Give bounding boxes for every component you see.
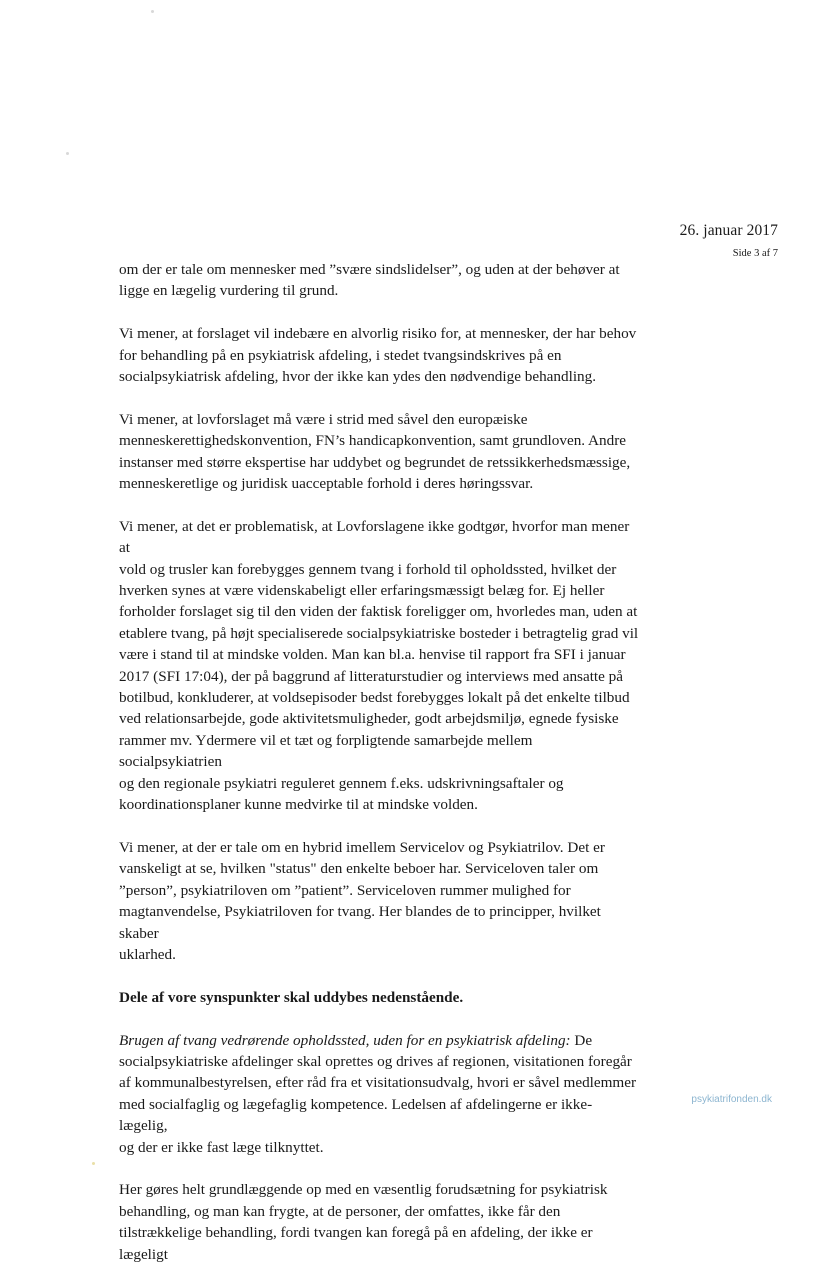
text-line: og den regionale psykiatri reguleret gennem f.eks. udskrivningsaftaler og bbox=[119, 774, 564, 792]
text-line: vanskeligt at se, hvilken "status" den enkelte beboer har. Serviceloven taler om bbox=[119, 860, 599, 878]
italic-lead: Brugen af tvang vedrørende opholdssted, uden for en psykiatrisk afdeling: bbox=[119, 1031, 571, 1049]
text-line: botilbud, konkluderer, at voldsepisoder bedst forebygges lokalt på det enkelte tilbud bbox=[119, 689, 630, 707]
paragraph-conventions bbox=[119, 409, 639, 495]
paragraph-continuation bbox=[119, 259, 639, 302]
text-line: Her gøres helt grundlæggende op med en væsentlig forudsætning for psykiatrisk bbox=[119, 1181, 608, 1199]
text-line: uklarhed. bbox=[119, 945, 176, 963]
text-line: tilstrækkelige behandling, fordi tvangen kan foregå på en afdeling, der ikke er lægeligt bbox=[119, 1224, 593, 1263]
text-line: behandling, og man kan frygte, at de personer, der omfattes, ikke får den bbox=[119, 1202, 561, 1220]
paragraph-treatment bbox=[119, 1179, 639, 1265]
text-line: forholder forslaget sig til den viden der faktisk foreligger om, hvorledes man, uden at bbox=[119, 603, 638, 621]
text-line: rammer mv. Ydermere vil et tæt og forpligtende samarbejde mellem socialpsykiatrien bbox=[119, 731, 533, 771]
footer-website: psykiatrifonden.dk bbox=[691, 1094, 772, 1105]
text-line: instanser med større ekspertise har uddybet og begrundet de retssikkerhedsmæssige, bbox=[119, 453, 631, 471]
text-line: om der er tale om mennesker med ”svære sindslidelser”, og uden at der behøver at bbox=[119, 261, 620, 278]
text-line: for behandling på en psykiatrisk afdeling, i stedet tvangsindskrives på en bbox=[119, 346, 562, 364]
text-line: være i stand til at mindske volden. Man kan bl.a. henvise til rapport fra SFI i januar bbox=[119, 646, 626, 664]
text-line: koordinationsplaner kunne medvirke til at mindske volden. bbox=[119, 796, 478, 814]
text-line: vold og trusler kan forebygges gennem tvang i forhold til opholdssted, hvilket der bbox=[119, 560, 617, 578]
text-line: etablere tvang, på højt specialiserede socialpsykiatriske bosteder i betragtelig grad vil bbox=[119, 624, 639, 642]
paragraph-risk bbox=[119, 323, 639, 387]
text-line: menneskerettighedskonvention, FN’s handicapkonvention, samt grundloven. Andre bbox=[119, 432, 627, 450]
paragraph-hybrid bbox=[119, 837, 639, 965]
paragraph-coercion bbox=[119, 1030, 639, 1158]
page-number: Side 3 af 7 bbox=[732, 248, 778, 259]
text-line: menneskeretlige og juridisk uacceptable forhold i deres høringssvar. bbox=[119, 475, 534, 493]
text-line: ligge en lægelig vurdering til grund. bbox=[119, 282, 339, 300]
text-line: socialpsykiatrisk afdeling, hvor der ikke kan ydes den nødvendige behandling. bbox=[119, 368, 597, 386]
letter-date: 26. januar 2017 bbox=[679, 222, 778, 239]
text-line: Vi mener, at der er tale om en hybrid imellem Servicelov og Psykiatrilov. Det er bbox=[119, 838, 605, 856]
text-line: magtanvendelse, Psykiatriloven for tvang. Her blandes de to principper, hvilket skaber bbox=[119, 903, 601, 942]
section-heading: Dele af vore synspunkter skal uddybes nedenstående. bbox=[119, 988, 464, 1006]
text-line: 2017 (SFI 17:04), der på baggrund af litteraturstudier og interviews med ansatte på bbox=[119, 667, 624, 685]
text-line: ved relationsarbejde, gode aktivitetsmuligheder, godt arbejdsmiljø, egnede fysiske bbox=[119, 710, 619, 728]
text-line: med socialfaglig og lægefaglig kompetence. Ledelsen af afdelingerne er ikke-lægelig, bbox=[119, 1095, 593, 1135]
text-line: Vi mener, at det er problematisk, at Lovforslagene ikke godtgør, hvorfor man mener at bbox=[119, 517, 630, 557]
text-line: og der er ikke fast læge tilknyttet. bbox=[119, 1138, 324, 1156]
scan-speck bbox=[151, 10, 154, 13]
text-line: hverken synes at være videnskabeligt eller erfaringsmæssigt belæg for. Ej heller bbox=[119, 582, 605, 600]
text-line: Vi mener, at forslaget vil indebære en alvorlig risiko for, at mennesker, der har behov bbox=[119, 325, 637, 343]
text-span: De bbox=[570, 1031, 593, 1049]
text-line: ”person”, psykiatriloven om ”patient”. Serviceloven rummer mulighed for bbox=[119, 881, 571, 899]
scan-speck bbox=[66, 152, 69, 155]
scan-speck bbox=[92, 1162, 95, 1165]
text-line: Vi mener, at lovforslaget må være i strid med såvel den europæiske bbox=[119, 410, 528, 428]
text-line: af kommunalbestyrelsen, efter råd fra et visitationsudvalg, hvori er såvel medlemmer bbox=[119, 1074, 637, 1092]
letter-body bbox=[119, 259, 639, 1265]
paragraph-violence bbox=[119, 516, 639, 816]
text-line: socialpsykiatriske afdelinger skal oprettes og drives af regionen, visitationen foregår bbox=[119, 1052, 632, 1070]
text-line bbox=[119, 1030, 639, 1051]
